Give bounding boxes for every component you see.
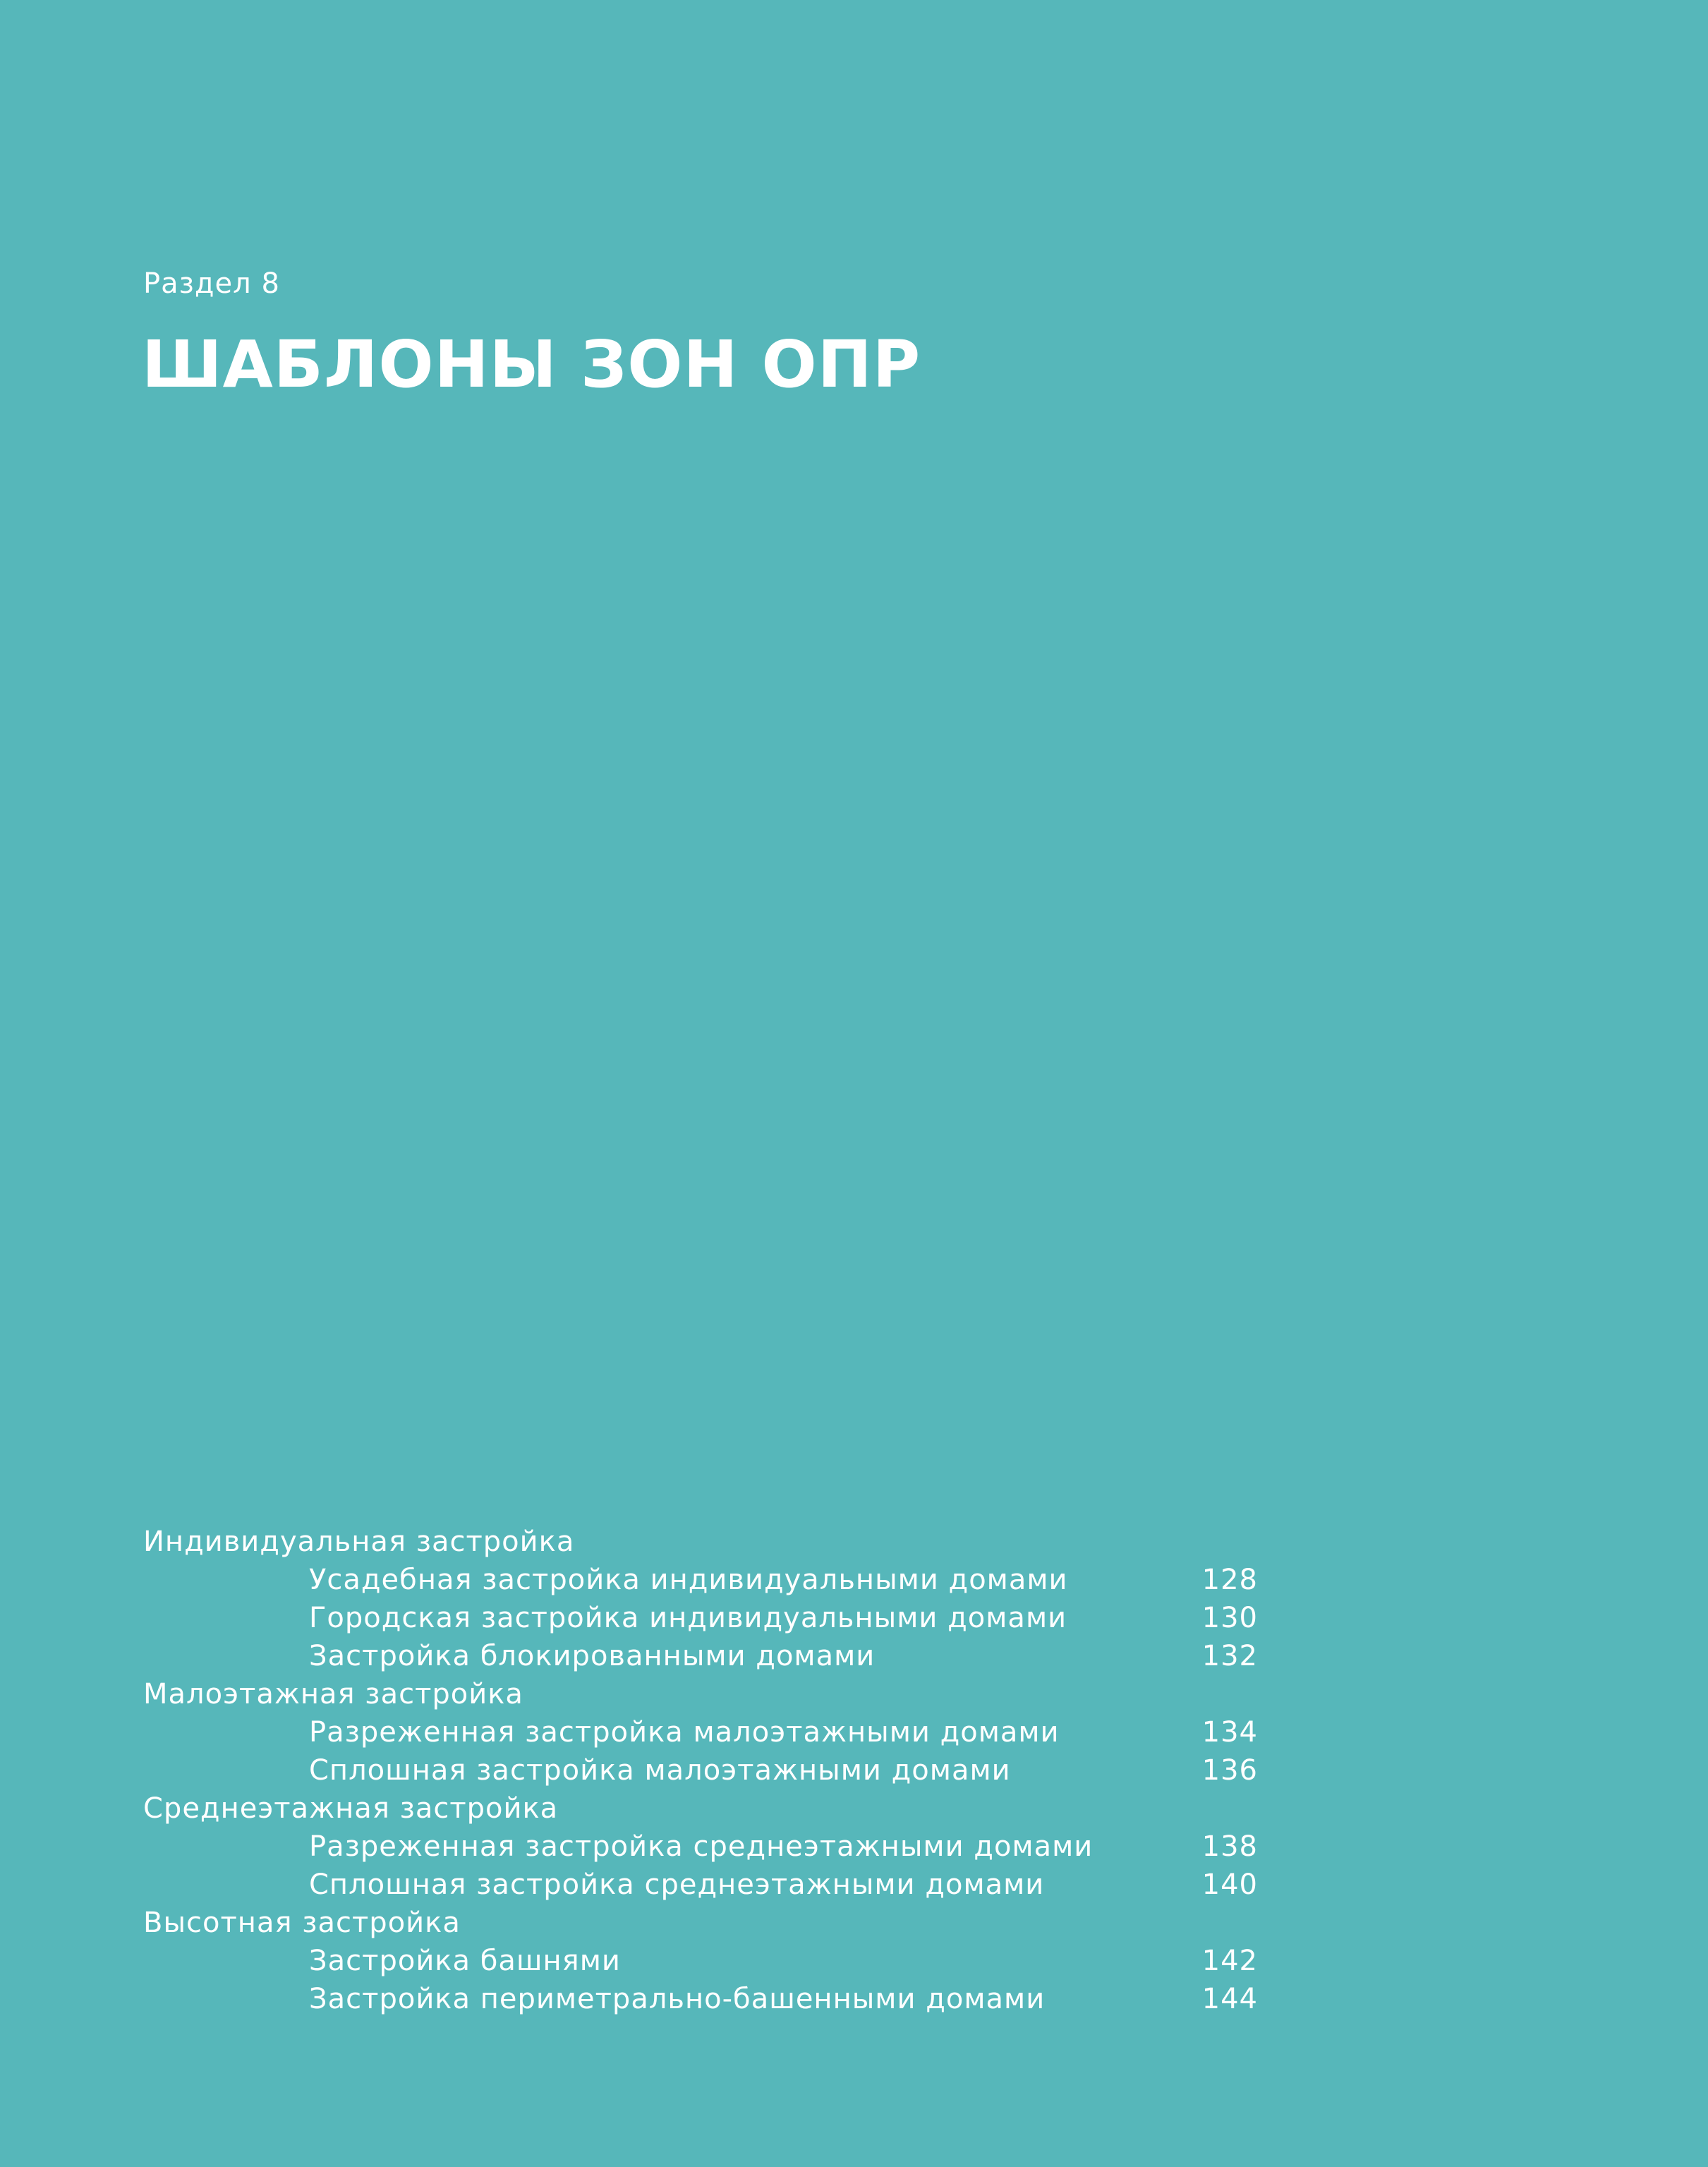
toc-entry[interactable] [143, 1980, 1258, 2018]
table-of-contents [143, 1523, 1258, 2018]
toc-entry-title: Сплошная застройка среднеэтажными домами [309, 1869, 1045, 1901]
toc-group-title: Среднеэтажная застройка [143, 1792, 559, 1825]
toc-entry-page-number: 144 [1201, 1983, 1258, 2015]
toc-entry[interactable] [143, 1713, 1258, 1751]
toc-entry-page-number: 132 [1201, 1640, 1258, 1672]
toc-entry[interactable] [143, 1599, 1258, 1637]
toc-group-individual [143, 1523, 1258, 1675]
toc-entry[interactable] [143, 1637, 1258, 1675]
toc-entry-page-number: 134 [1201, 1716, 1258, 1749]
toc-group-mid-rise [143, 1789, 1258, 1904]
toc-group-high-rise [143, 1904, 1258, 2018]
toc-entry[interactable] [143, 1942, 1258, 1980]
toc-entry-title: Сплошная застройка малоэтажными домами [309, 1754, 1011, 1787]
toc-entry-title: Застройка блокированными домами [309, 1640, 876, 1672]
toc-entry-page-number: 140 [1201, 1869, 1258, 1901]
toc-entry[interactable] [143, 1866, 1258, 1904]
toc-entry[interactable] [143, 1561, 1258, 1599]
toc-group-title: Малоэтажная застройка [143, 1678, 523, 1710]
toc-entry[interactable] [143, 1828, 1258, 1866]
toc-entry-page-number: 136 [1201, 1754, 1258, 1787]
toc-entry-page-number: 130 [1201, 1602, 1258, 1634]
toc-group-low-rise [143, 1675, 1258, 1789]
toc-entry-title: Застройка периметрально-башенными домами [309, 1983, 1046, 2015]
toc-group-title: Высотная застройка [143, 1907, 461, 1939]
toc-entry-title: Городская застройка индивидуальными домами [309, 1602, 1067, 1634]
toc-entry-title: Разреженная застройка среднеэтажными домами [309, 1830, 1094, 1863]
section-title: ШАБЛОНЫ ЗОН ОПР [142, 327, 921, 402]
toc-entry-page-number: 128 [1201, 1564, 1258, 1596]
toc-entry-title: Застройка башнями [309, 1945, 621, 1977]
toc-entry-page-number: 138 [1201, 1830, 1258, 1863]
toc-group-title: Индивидуальная застройка [143, 1526, 575, 1558]
toc-entry-page-number: 142 [1201, 1945, 1258, 1977]
toc-entry-title: Разреженная застройка малоэтажными домами [309, 1716, 1060, 1749]
toc-entry-title: Усадебная застройка индивидуальными домами [309, 1564, 1068, 1596]
toc-entry[interactable] [143, 1751, 1258, 1789]
section-label: Раздел 8 [143, 267, 280, 300]
